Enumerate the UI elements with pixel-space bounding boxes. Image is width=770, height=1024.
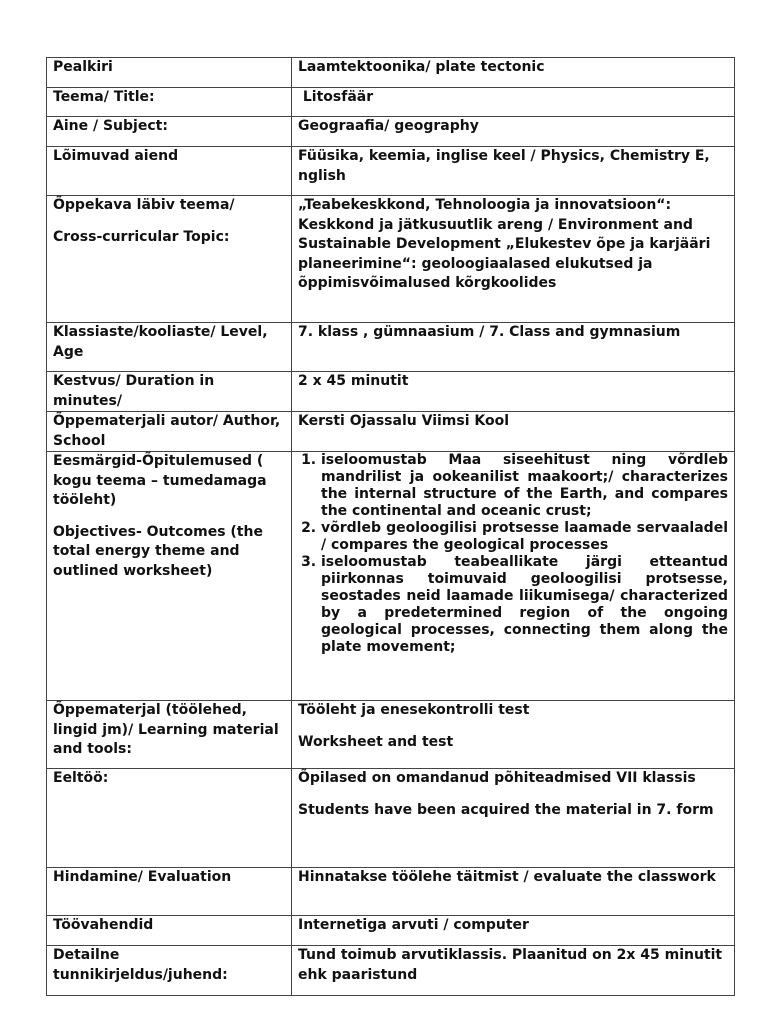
table-row <box>47 372 735 412</box>
list-item: 3. iseloomustab teabeallikate järgi etteantud piirkonnas toimuvaid geoloogilisi protsesse, seostades neid laamade liikumisega/ characterized by a predetermined region of the ongoing geological processes, connecting them along the plate movement; <box>321 554 728 656</box>
row-value: Laamtektoonika/ plate tectonic <box>292 58 735 88</box>
row-value: „Teabekeskkond, Tehnoloogia ja innovatsioon“: Keskkond ja jätkusuutlik areng / Environment and Sustainable Development „Elukestev õpe ja karjääri planeerimine“: geoloogiaalased elukutsed ja õppimisvõimalused kõrgkoolides <box>292 196 735 323</box>
row-label <box>47 452 292 701</box>
table-row <box>47 452 735 701</box>
value-et: Tööleht ja enesekontrolli test <box>298 702 530 718</box>
table-row <box>47 88 735 117</box>
table-row <box>47 196 735 323</box>
row-label: Hindamine/ Evaluation <box>47 868 292 916</box>
row-value <box>292 769 735 868</box>
objectives-list-cell <box>292 452 735 701</box>
row-label: Õppematerjal (töölehed, lingid jm)/ Learning material and tools: <box>47 701 292 769</box>
row-label: Lõimuvad aiend <box>47 147 292 196</box>
value-en: Students have been acquired the material in 7. form <box>298 801 714 818</box>
row-value: Hinnatakse töölehe täitmist / evaluate the classwork <box>292 868 735 916</box>
label-en: Cross-curricular Topic: <box>53 228 230 245</box>
row-value: Kersti Ojassalu Viimsi Kool <box>292 412 735 452</box>
table-row <box>47 147 735 196</box>
table-row <box>47 117 735 147</box>
row-value: Füüsika, keemia, inglise keel / Physics, Chemistry E, nglish <box>292 147 735 196</box>
lesson-plan-table <box>46 57 735 996</box>
table-row <box>47 701 735 769</box>
row-label: Pealkiri <box>47 58 292 88</box>
table-row <box>47 323 735 372</box>
table-row <box>47 868 735 916</box>
table-row <box>47 412 735 452</box>
label-et: Eesmärgid-Õpitulemused ( kogu teema – tumedamaga tööleht) <box>53 453 267 508</box>
value-et: Õpilased on omandanud põhiteadmised VII klassis <box>298 770 696 786</box>
table-row <box>47 916 735 946</box>
row-value <box>292 701 735 769</box>
row-label: Eeltöö: <box>47 769 292 868</box>
objectives-list <box>298 452 728 656</box>
row-label: Teema/ Title: <box>47 88 292 117</box>
row-label: Aine / Subject: <box>47 117 292 147</box>
label-en: Objectives- Outcomes (the total energy theme and outlined worksheet) <box>53 523 263 579</box>
list-item: 1. iseloomustab Maa siseehitust ning võrdleb mandrilist ja ookeanilist maakoort;/ characterizes the internal structure of the Earth, and compares the continental and oceanic crust; <box>321 452 728 520</box>
row-value: Geograafia/ geography <box>292 117 735 147</box>
row-value: 7. klass , gümnaasium / 7. Class and gymnasium <box>292 323 735 372</box>
row-value: Tund toimub arvutiklassis. Plaanitud on 2x 45 minutit ehk paaristund <box>292 946 735 996</box>
table-row <box>47 946 735 996</box>
row-value: Internetiga arvuti / computer <box>292 916 735 946</box>
row-label: Detailne tunnikirjeldus/juhend: <box>47 946 292 996</box>
row-label: Klassiaste/kooliaste/ Level, Age <box>47 323 292 372</box>
row-value: 2 x 45 minutit <box>292 372 735 412</box>
value-en: Worksheet and test <box>298 733 454 750</box>
row-label <box>47 196 292 323</box>
table-row <box>47 58 735 88</box>
table-row <box>47 769 735 868</box>
row-label: Töövahendid <box>47 916 292 946</box>
row-value: Litosfäär <box>292 88 735 117</box>
list-item: 2. võrdleb geoloogilisi protsesse laamade servaaladel / compares the geological processes <box>321 520 728 554</box>
row-label: Õppematerjali autor/ Author, School <box>47 412 292 452</box>
label-et: Õppekava läbiv teema/ <box>53 197 235 213</box>
row-label: Kestvus/ Duration in minutes/ <box>47 372 292 412</box>
